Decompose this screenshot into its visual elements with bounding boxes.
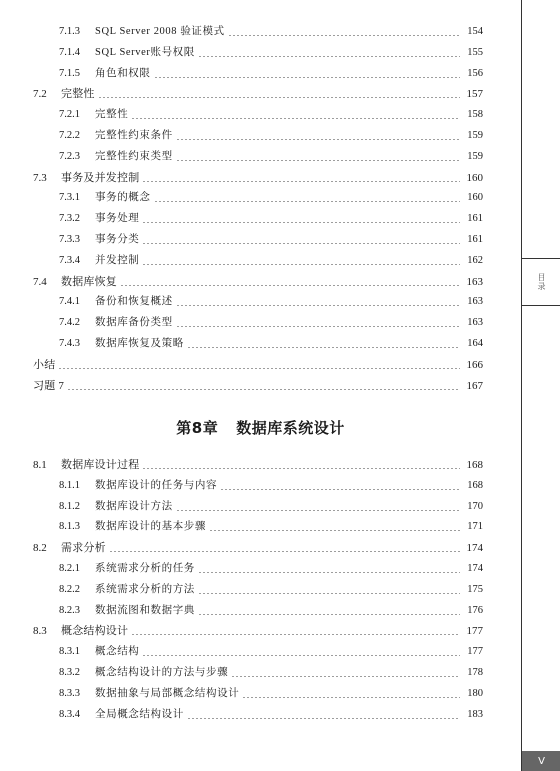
toc-entry[interactable] [59,212,483,226]
toc-entry-page: 176 [467,604,483,616]
toc-entry-title: 事务的概念 [95,192,151,204]
toc-entry[interactable] [59,666,483,680]
toc-entry[interactable] [59,233,483,247]
toc-entry[interactable] [59,191,483,205]
toc-entry-title: 数据库设计的任务与内容 [95,479,218,491]
toc-entry-page: 160 [466,171,483,184]
dot-leader [176,510,460,511]
dot-leader [231,676,460,677]
toc-entry-page: 175 [467,583,483,595]
toc-entry-number: 8.3.4 [59,708,80,720]
toc-entry-number: 8.3 [33,625,47,638]
toc-entry[interactable] [59,645,483,659]
toc-entry[interactable] [59,67,483,81]
dot-leader [142,468,460,469]
toc-entry-number: 7.2.3 [59,150,80,162]
toc-entry-title: SQL Server账号权限 [95,46,195,58]
toc-entry[interactable] [33,87,483,101]
toc-entry-number: 7.3.1 [59,192,80,204]
toc-entry-title: 角色和权限 [95,67,151,79]
toc-entry-page: 163 [466,275,483,288]
toc-entry-page: 170 [467,500,483,512]
dot-leader [109,551,460,552]
toc-entry[interactable] [59,583,483,597]
toc-entry[interactable] [33,358,483,372]
toc-entry-page: 167 [466,379,483,392]
toc-entry-number: 7.1.4 [59,46,80,58]
toc-entry-title: 数据库设计的基本步骤 [95,521,206,533]
toc-entry-title: 概念结构设计 [61,625,129,638]
toc-entry-number: 7.2.2 [59,130,80,141]
toc-entry[interactable] [59,25,483,39]
dot-leader [154,77,461,78]
toc-entry-number: 8.2.3 [59,604,80,616]
toc-entry-page: 163 [467,317,483,329]
toc-entry-number: 7.2.1 [59,109,80,121]
toc-entry-title: 事务分类 [95,234,140,245]
toc-entry-page: 163 [467,296,483,308]
toc-entry-title: 概念结构 [95,646,140,658]
toc-entry-page: 168 [466,459,483,471]
dot-leader [120,285,460,286]
toc-entry-page: 161 [467,213,483,225]
toc-entry[interactable] [59,254,483,268]
toc-entry-page: 174 [466,542,483,555]
toc-entry-page: 162 [467,254,483,266]
dot-leader [176,160,460,161]
toc-entry[interactable] [59,337,483,351]
toc-entry-number: 8.2 [33,542,47,555]
toc-entry-page: 160 [467,192,483,204]
chapter-title-text: 数据库系统设计 [236,419,345,437]
toc-entry[interactable] [59,295,483,309]
chapter-heading [0,417,521,438]
toc-entry-page: 180 [467,687,483,699]
toc-entry-title: 备份和恢复概述 [95,296,173,308]
page-number: V [522,751,560,771]
toc-entry-number: 7.4.1 [59,296,80,308]
dot-leader [242,697,460,698]
toc-entry[interactable] [59,604,483,618]
toc-entry-number: 8.2.1 [59,563,80,574]
toc-entry[interactable] [33,171,483,185]
toc-entry-number: 7.4.2 [59,317,80,329]
toc-entry[interactable] [59,150,483,164]
toc-entry[interactable] [33,541,483,555]
toc-entry-title: 完整性 [61,88,95,101]
dot-leader [142,655,460,656]
toc-entry-page: 174 [467,563,483,574]
toc-entry[interactable] [33,379,483,393]
toc-entry[interactable] [59,687,483,701]
toc-entry-page: 168 [467,479,483,491]
toc-entry-title: 习题 7 [33,379,65,392]
dot-leader [187,347,460,348]
toc-entry[interactable] [59,520,483,534]
toc-entry-page: 178 [467,667,483,678]
toc-entry-number: 8.1 [33,459,47,471]
toc-entry[interactable] [59,129,483,143]
toc-entry[interactable] [59,562,483,576]
toc-entry-page: 154 [467,26,483,37]
toc-entry[interactable] [59,479,483,493]
toc-entry-number: 7.3.2 [59,213,80,225]
toc-entry-number: 7.1.5 [59,67,80,79]
toc-entry-title: 数据库恢复及策略 [95,338,184,349]
toc-entry-title: 数据流图和数据字典 [95,604,195,616]
toc-entry-page: 164 [467,338,483,349]
toc-entry-page: 157 [466,88,483,101]
toc-entry-number: 7.4 [33,275,47,288]
toc-entry-number: 8.3.2 [59,667,80,678]
toc-entry-title: 系统需求分析的方法 [95,583,195,595]
toc-entry-page: 159 [467,150,483,162]
dot-leader [209,530,460,531]
toc-entry-page: 171 [467,521,483,533]
toc-entry-title: 完整性约束条件 [95,130,173,141]
toc-entry[interactable] [33,458,483,472]
toc-entry-title: 数据库备份类型 [95,317,173,329]
toc-entry-title: 需求分析 [61,542,106,555]
toc-entry-page: 177 [467,646,483,658]
toc-entry-number: 8.2.2 [59,583,80,595]
toc-entry-number: 8.1.2 [59,500,80,512]
toc-entry[interactable] [33,624,483,638]
dot-leader [176,305,460,306]
toc-entry-number: 7.4.3 [59,338,80,349]
dot-leader [198,56,460,57]
toc-entry-number: 8.1.1 [59,479,80,491]
dot-leader [131,634,460,635]
dot-leader [131,118,460,119]
toc-entry-title: 数据抽象与局部概念结构设计 [95,687,240,699]
toc-entry-page: 161 [467,234,483,245]
dot-leader [67,389,460,390]
toc-entry-title: 数据库设计过程 [61,459,140,471]
toc-entry-number: 7.3.3 [59,234,80,245]
page-edge-bar [521,0,560,771]
toc-entry-title: 系统需求分析的任务 [95,563,195,574]
dot-leader [142,222,460,223]
toc-entry-page: 177 [466,625,483,638]
toc-entry-number: 7.3 [33,171,47,184]
toc-entry[interactable] [59,108,483,122]
toc-entry-page: 155 [467,46,483,58]
chapter-number: 第8章 [176,419,219,437]
dot-leader [58,368,460,369]
toc-entry[interactable] [33,275,483,289]
toc-entry-title: 完整性约束类型 [95,150,173,162]
toc-entry-title: 数据库恢复 [61,275,117,288]
dot-leader [198,593,460,594]
dot-leader [142,243,460,244]
toc-entry-title: 事务及并发控制 [61,171,140,184]
toc-entry-page: 158 [467,109,483,121]
toc-entry-title: 概念结构设计的方法与步骤 [95,667,229,678]
toc-entry-number: 8.3.1 [59,646,80,658]
dot-leader [98,97,460,98]
dot-leader [220,489,460,490]
toc-entry-number: 7.2 [33,88,47,101]
toc-entry-number: 7.3.4 [59,254,80,266]
toc-entry-title: 完整性 [95,109,129,121]
toc-entry[interactable] [59,500,483,514]
dot-leader [142,264,460,265]
dot-leader [198,572,460,573]
toc-entry[interactable] [59,708,483,722]
dot-leader [228,35,460,36]
dot-leader [176,326,460,327]
toc-entry[interactable] [59,46,483,60]
toc-entry-title: 数据库设计方法 [95,500,173,512]
toc-entry-title: SQL Server 2008 验证模式 [95,26,225,37]
contents-side-tab-label: 目录 [537,273,546,291]
toc-entry[interactable] [59,316,483,330]
dot-leader [187,718,460,719]
toc-entry-title: 小结 [33,358,56,371]
dot-leader [198,614,460,615]
toc-entry-number: 8.3.3 [59,687,80,699]
toc-entry-page: 166 [466,358,483,371]
dot-leader [176,139,460,140]
toc-entry-page: 156 [467,67,483,79]
dot-leader [142,181,460,182]
toc-entry-title: 全局概念结构设计 [95,708,184,720]
toc-entry-title: 事务处理 [95,213,140,225]
contents-side-tab[interactable] [522,258,560,306]
toc-entry-number: 8.1.3 [59,521,80,533]
toc-entry-title: 并发控制 [95,254,140,266]
toc-entry-page: 159 [467,130,483,141]
dot-leader [154,201,461,202]
toc-entry-page: 183 [467,708,483,720]
toc-entry-number: 7.1.3 [59,26,80,37]
